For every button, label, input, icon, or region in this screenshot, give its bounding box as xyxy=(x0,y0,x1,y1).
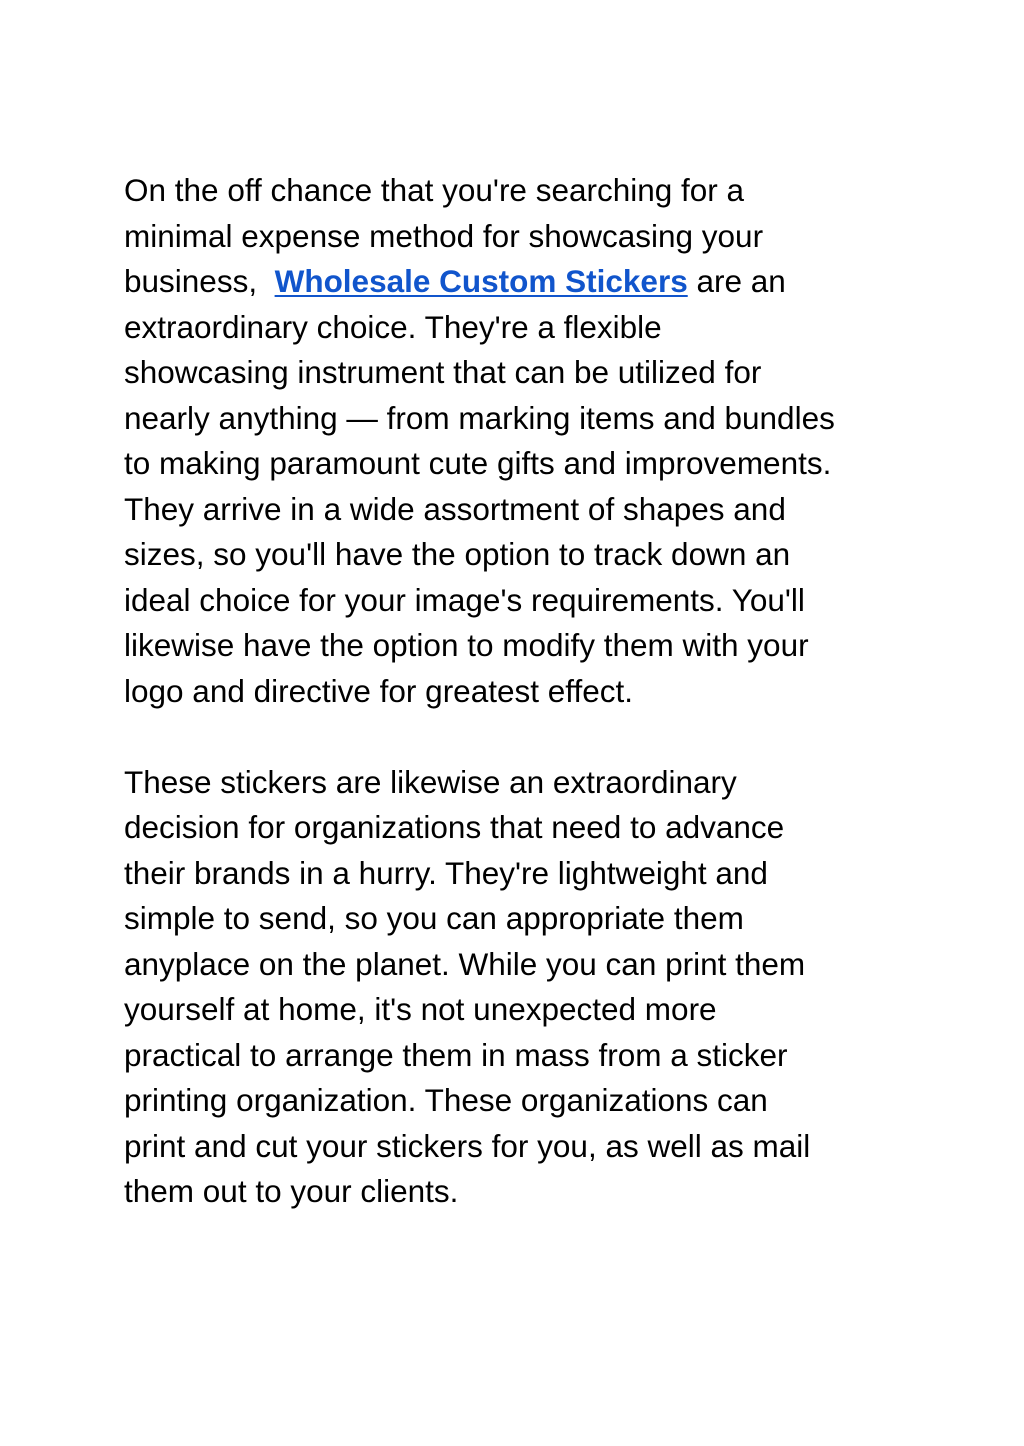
text-line: ideal choice for your image's requirements. You'll xyxy=(124,581,805,618)
text-line: They arrive in a wide assortment of shapes and xyxy=(124,490,786,527)
wholesale-custom-stickers-link[interactable]: Wholesale Custom Stickers xyxy=(274,263,688,299)
text-line: simple to send, so you can appropriate them xyxy=(124,900,744,936)
text-line: decision for organizations that need to advance xyxy=(124,809,785,845)
text-line: to making paramount cute gifts and improvements. xyxy=(124,445,832,481)
paragraph-gap xyxy=(124,714,914,760)
text-line: These stickers are likewise an extraordinary xyxy=(124,763,737,800)
text-line: them out to your clients. xyxy=(124,1173,459,1209)
text-line: their brands in a hurry. They're lightweight and xyxy=(124,854,768,891)
text-line: likewise have the option to modify them with your xyxy=(124,627,809,663)
text-line: On the off chance that you're searching for a xyxy=(124,172,745,208)
text-line: logo and directive for greatest effect. xyxy=(124,672,633,709)
text-line: sizes, so you'll have the option to track down an xyxy=(124,536,791,572)
paragraph-intro xyxy=(124,168,914,714)
paragraph-second xyxy=(124,760,914,1215)
text-line: yourself at home, it's not unexpected more xyxy=(124,991,717,1027)
text-line: showcasing instrument that can be utilized for xyxy=(124,354,762,390)
text-line: anyplace on the planet. While you can print them xyxy=(124,945,806,982)
text-line: practical to arrange them in mass from a sticker xyxy=(124,1036,788,1073)
text-line: nearly anything — from marking items and bundles xyxy=(124,399,835,436)
text-line-with-link xyxy=(124,259,914,305)
text-line: extraordinary choice. They're a flexible xyxy=(124,308,662,345)
text-line: print and cut your stickers for you, as well as mail xyxy=(124,1127,811,1164)
link-prefix-text: business, xyxy=(124,263,275,299)
document-body xyxy=(124,168,914,1215)
text-line: printing organization. These organizations can xyxy=(124,1082,768,1118)
text-line: minimal expense method for showcasing your xyxy=(124,217,764,254)
link-suffix-text: are an xyxy=(687,263,786,299)
